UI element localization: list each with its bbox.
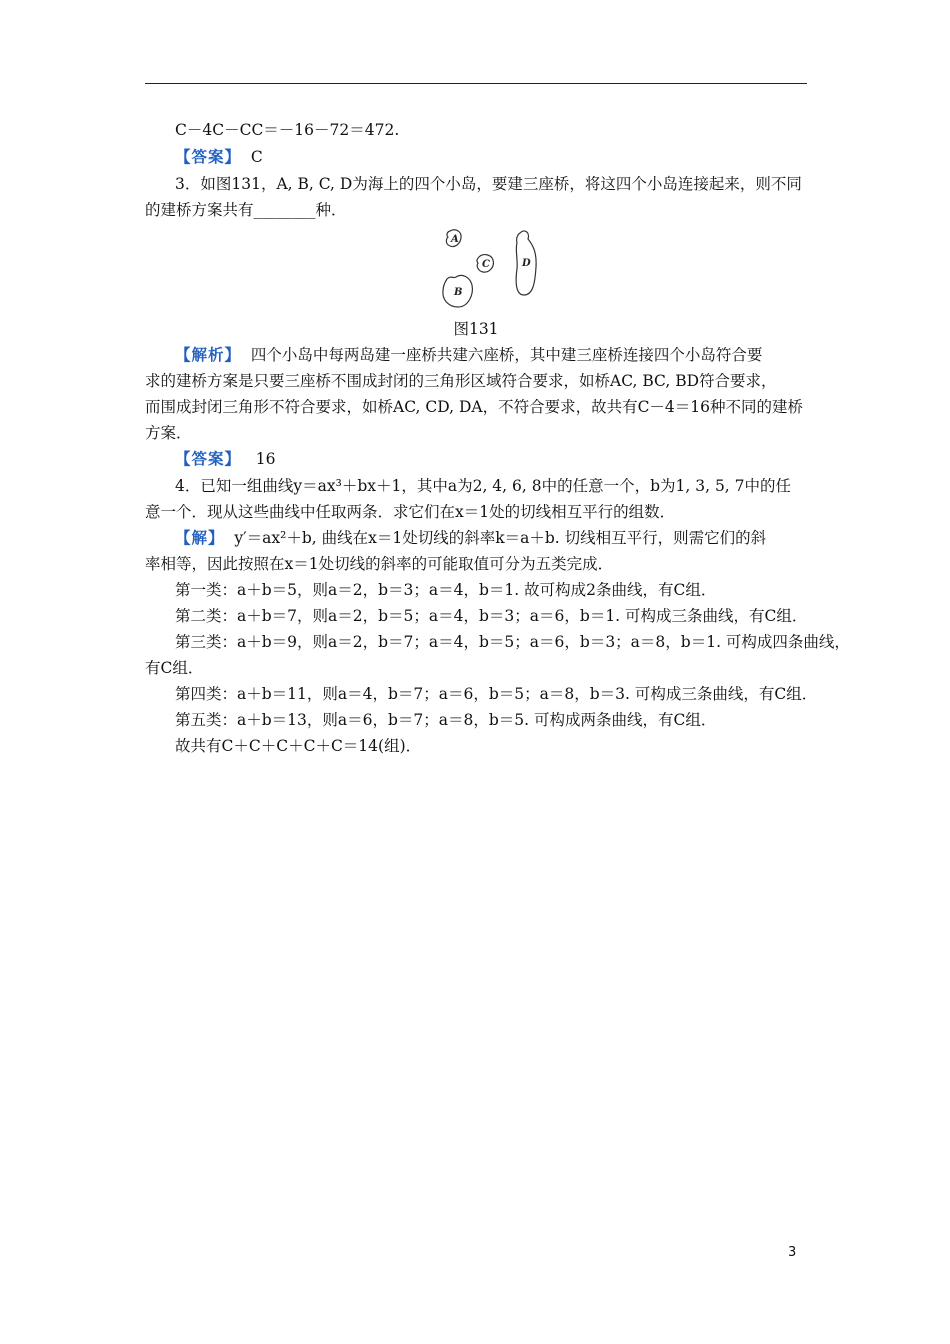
text-line: 而围成封闭三角形不符合要求，如桥AC, CD, DA，不符合要求，故共有C－4＝16种不同的建桥 bbox=[145, 398, 804, 416]
text-line: 3．如图131，A, B, C, D为海上的四个小岛，要建三座桥，将这四个小岛连接起来，则不同 bbox=[175, 175, 802, 193]
text-line: 求的建桥方案是只要三座桥不围成封闭的三角形区域符合要求，如桥AC, BC, BD符合要求， bbox=[145, 372, 777, 390]
island-figure bbox=[433, 225, 553, 315]
analysis-line bbox=[175, 343, 762, 367]
text-line: 第五类：a＋b＝13，则a＝6，b＝7；a＝8，b＝5. 可构成两条曲线，有C组． bbox=[175, 711, 717, 729]
answer-tag: 【答案】 bbox=[175, 147, 242, 166]
text-line: 率相等，因此按照在x＝1处切线的斜率的可能取值可分为五类完成． bbox=[145, 555, 614, 573]
text-line: 第二类：a＋b＝7，则a＝2，b＝5；a＝4，b＝3；a＝6，b＝1. 可构成三条曲线，有C组． bbox=[175, 607, 808, 625]
text-line: 意一个．现从这些曲线中任取两条．求它们在x＝1处的切线相互平行的组数． bbox=[145, 503, 676, 521]
analysis-tag: 【解析】 bbox=[175, 345, 242, 364]
page-number: 3 bbox=[788, 1245, 797, 1260]
analysis-text: 四个小岛中每两岛建一座桥共建六座桥，其中建三座桥连接四个小岛符合要 bbox=[250, 346, 763, 364]
figure-caption: 图131 bbox=[453, 320, 499, 338]
header-rule bbox=[145, 83, 807, 84]
answer-value: C bbox=[250, 148, 263, 166]
answer-value: 16 bbox=[255, 450, 276, 468]
text-line: 的建桥方案共有________种． bbox=[145, 201, 347, 219]
solution-text: y′＝ax²＋b, 曲线在x＝1处切线的斜率k＝a＋b. 切线相互平行，则需它们的斜 bbox=[234, 529, 767, 547]
text-line: 4．已知一组曲线y＝ax³＋bx＋1，其中a为2, 4, 6, 8中的任意一个，b为1, 3, 5, 7中的任 bbox=[175, 477, 792, 495]
solution-line bbox=[175, 526, 766, 550]
text-line: 故共有C＋C＋C＋C＋C＝14(组)． bbox=[175, 737, 422, 755]
answer-line bbox=[175, 447, 276, 471]
text-line: 第四类：a＋b＝11，则a＝4，b＝7；a＝6，b＝5；a＝8，b＝3. 可构成三条曲线，有C组． bbox=[175, 685, 818, 703]
island-diagram bbox=[433, 225, 553, 315]
island-a-label: A bbox=[451, 234, 459, 245]
island-d-label: D bbox=[522, 258, 531, 269]
text-line: 有C组． bbox=[145, 659, 204, 677]
answer-tag: 【答案】 bbox=[175, 449, 242, 468]
solution-tag: 【解】 bbox=[175, 528, 225, 547]
text-line: C－4C－CC＝－16－72＝472. bbox=[175, 121, 400, 139]
text-line: 第一类：a＋b＝5，则a＝2，b＝3；a＝4，b＝1. 故可构成2条曲线，有C组． bbox=[175, 581, 717, 599]
answer-line bbox=[175, 145, 263, 169]
text-line: 方案． bbox=[145, 424, 192, 442]
island-b-label: B bbox=[454, 287, 463, 298]
island-c-label: C bbox=[482, 259, 490, 270]
text-line: 第三类：a＋b＝9，则a＝2，b＝7；a＝4，b＝5；a＝6，b＝3；a＝8，b＝1. 可构成四条曲线， bbox=[175, 633, 850, 651]
